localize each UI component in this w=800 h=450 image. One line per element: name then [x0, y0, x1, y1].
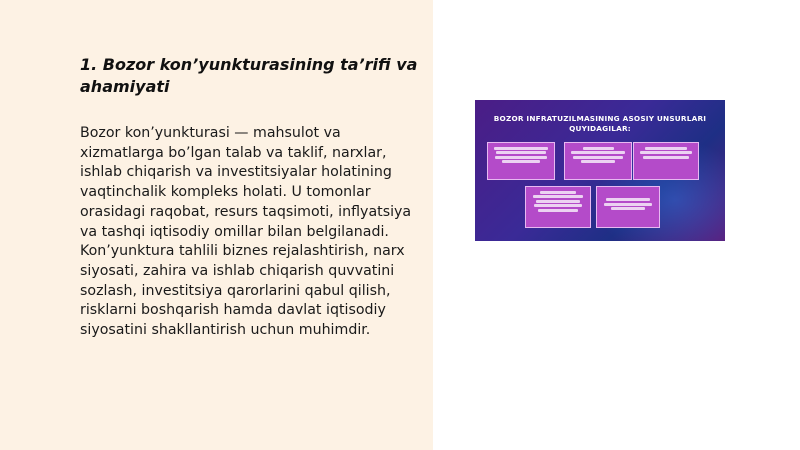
slide-box-1	[487, 142, 555, 180]
slide-image	[475, 100, 725, 241]
slide-box-3	[633, 142, 699, 180]
slide-box-5	[596, 186, 660, 228]
slide-box-2	[564, 142, 632, 180]
section-body-text: Bozor kon’yunkturasi — mahsulot va xizmatlarga bo’lgan talab va taklif, narxlar, ishlab chiqarish va investitsiyalar holatining vaqtinchalik kompleks holati. U tomonlar orasidagi raqobat, resurs taqsimoti, inflyatsiya va tashqi iqtisodiy omillar bilan belgilanadi. Kon’yunktura tahlili biznes rejalashtirish, narx siyosati, zahira va ishlab chiqarish quvvatini sozlash, investitsiya qarorlarini qabul qilish, risklarni boshqarish hamda davlat iqtisodiy siyosatini shakllantirish uchun muhimdir.	[80, 125, 412, 339]
slide-title: BOZOR INFRATUZILMASINING ASOSIY UNSURLARI QUYIDAGILAR:	[493, 114, 707, 133]
section-heading: 1. Bozor kon’yunkturasining ta’rifi va ahamiyati	[80, 55, 418, 96]
slide-box-4	[525, 186, 591, 228]
